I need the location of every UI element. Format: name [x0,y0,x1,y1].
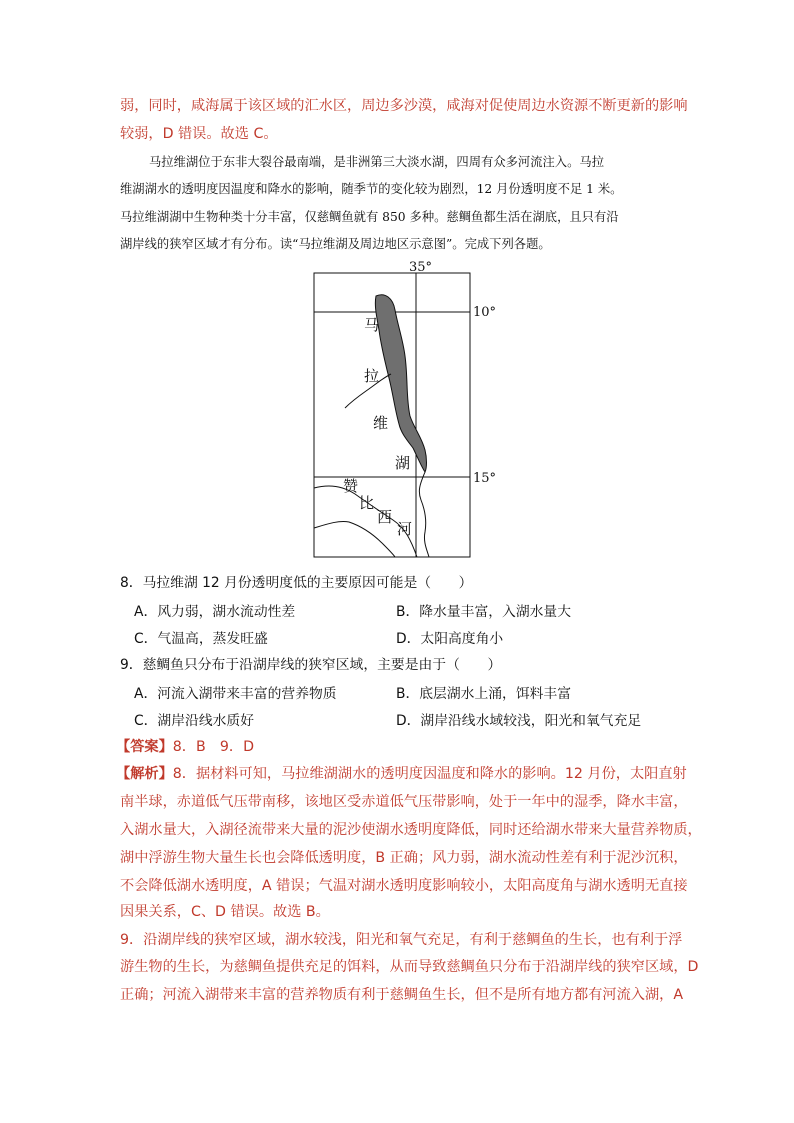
lake-label-char: 维 [373,414,389,432]
question-8-option-a[interactable]: A．风力弱，湖水流动性差 [134,604,296,620]
analysis-line: 南半球，赤道低气压带南移，该地区受赤道低气压带影响，处于一年中的湿季，降水丰富， [120,794,688,810]
river-label-char: 河 [397,520,413,538]
question-8-stem: 8．马拉维湖 12 月份透明度低的主要原因可能是（ ） [120,575,473,591]
explanation-line: 弱，同时，咸海属于该区域的汇水区，周边多沙漠，咸海对促使周边水资源不断更新的影响 [120,98,688,114]
lake-label-char: 湖 [395,454,411,472]
analysis-line: 湖中浮游生物大量生长也会降低透明度，B 正确；风力弱，湖水流动性差有利于泥沙沉积， [120,850,688,866]
material-paragraph-line: 湖岸线的狭窄区域才有分布。读“马拉维湖及周边地区示意图”。完成下列各题。 [120,237,551,251]
material-paragraph-line: 马拉维湖湖中生物种类十分丰富，仅慈鲷鱼就有 850 多种。慈鲷鱼都生活在湖底，且只有沿 [120,210,619,224]
river-label-char: 赞 [343,477,359,495]
latitude-label-10: 10° [473,305,497,320]
question-8-option-d[interactable]: D．太阳高度角小 [396,631,504,647]
analysis-line [116,764,687,784]
latitude-label-15: 15° [473,471,497,486]
question-9-option-d[interactable]: D．湖岸沿线水域较浅，阳光和氧气充足 [396,713,642,729]
lake-label-char: 拉 [364,367,380,385]
river-label-char: 西 [377,508,393,526]
analysis-line: 正确；河流入湖带来丰富的营养物质有利于慈鲷鱼生长，但不是所有地方都有河流入湖，A [120,987,684,1003]
question-9-option-b[interactable]: B．底层湖水上涌，饵料丰富 [396,686,572,702]
explanation-line: 较弱，D 错误。故选 C。 [120,126,278,142]
malawi-lake-map [313,258,497,558]
zambezi-tributary [314,521,395,557]
question-9-option-c[interactable]: C．湖岸沿线水质好 [134,713,255,729]
analysis-text: 8．据材料可知，马拉维湖湖水的透明度因温度和降水的影响。12 月份，太阳直射 [172,766,687,782]
analysis-line: 9．沿湖岸线的狭窄区域，湖水较浅，阳光和氧气充足，有利于慈鲷鱼的生长，也有利于浮 [120,932,683,948]
answer-tag: 【答案】 [116,739,173,755]
lake-label-char: 马 [364,316,380,334]
analysis-tag: 【解析】 [116,766,173,782]
material-paragraph-line: 马拉维湖位于东非大裂谷最南端，是非洲第三大淡水湖，四周有众多河流注入。马拉 [149,155,604,169]
analysis-line: 因果关系，C、D 错误。故选 B。 [120,904,330,920]
answer-text: 8．B 9．D [172,739,255,755]
shire-river [419,472,429,557]
longitude-label: 35° [409,260,433,275]
river-label-char: 比 [359,494,375,512]
material-paragraph-line: 维湖湖水的透明度因温度和降水的影响，随季节的变化较为剧烈，12 月份透明度不足 1 米。 [120,182,623,196]
question-9-stem: 9．慈鲷鱼只分布于沿湖岸线的狭窄区域，主要是由于（ ） [120,657,502,673]
analysis-line: 入湖水量大，入湖径流带来大量的泥沙使湖水透明度降低，同时还给湖水带来大量营养物质， [120,822,702,838]
analysis-line: 不会降低湖水透明度，A 错误；气温对湖水透明度影响较小，太阳高度角与湖水透明无直接 [120,878,688,894]
analysis-line: 游生物的生长，为慈鲷鱼提供充足的饵料，从而导致慈鲷鱼只分布于沿湖岸线的狭窄区域，D [120,959,699,975]
question-8-option-c[interactable]: C．气温高，蒸发旺盛 [134,631,268,647]
question-8-option-b[interactable]: B．降水量丰富，入湖水量大 [396,604,572,620]
lake-malawi-shape [375,295,426,472]
question-9-option-a[interactable]: A．河流入湖带来丰富的营养物质 [134,686,337,702]
answer-line [116,737,254,757]
